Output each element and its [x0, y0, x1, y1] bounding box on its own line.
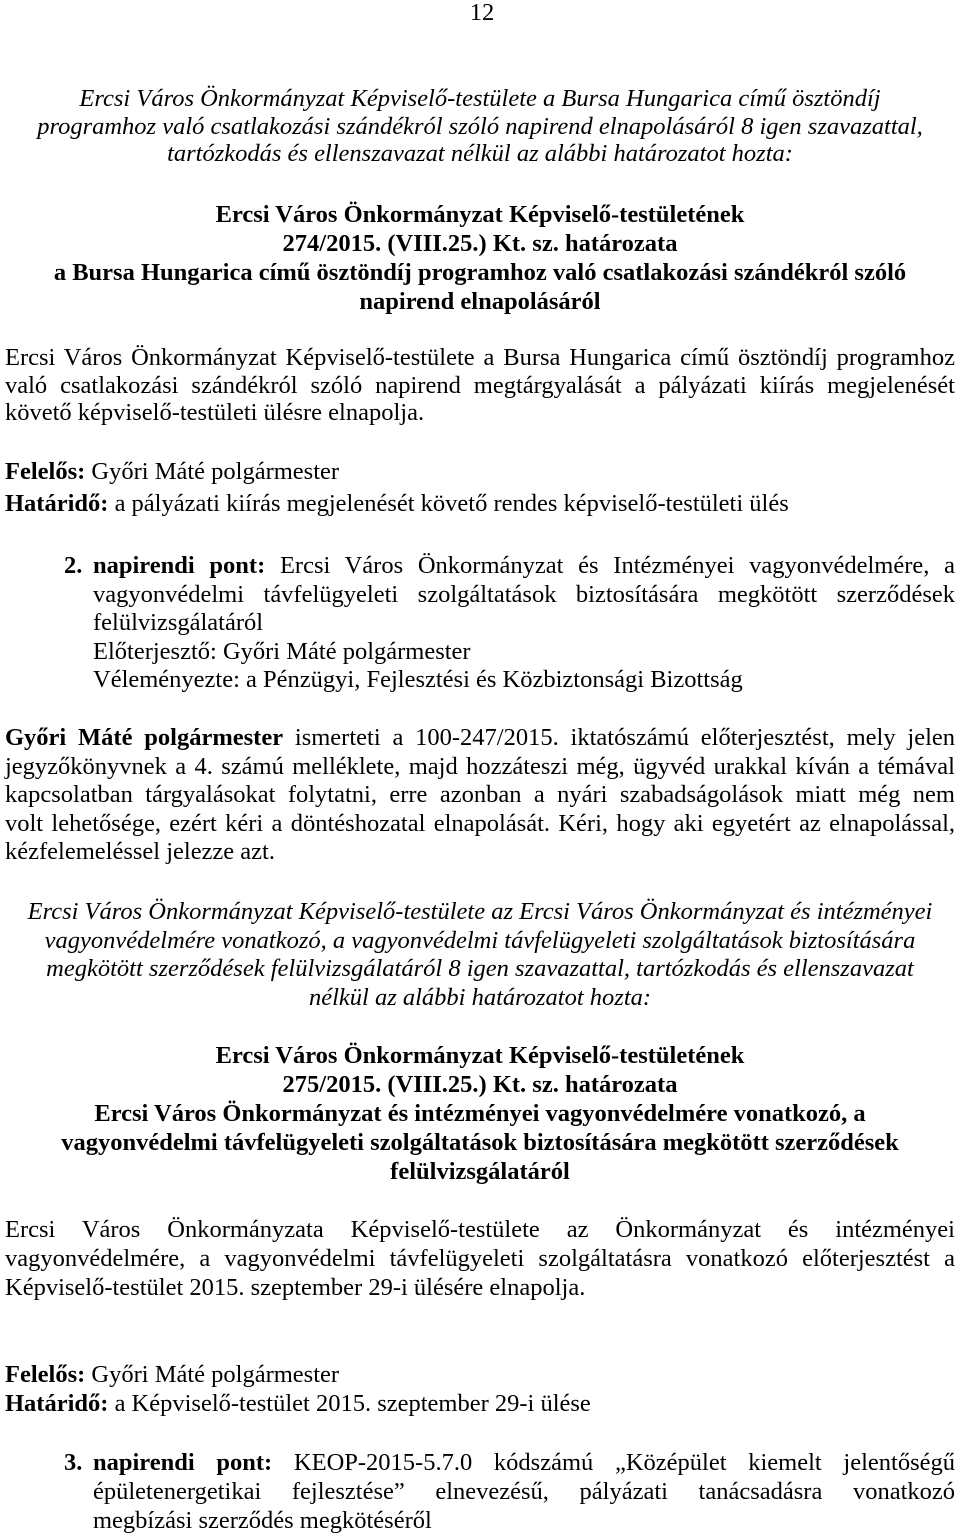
- agenda-body: [93, 552, 955, 695]
- intro-paragraph-2: [5, 898, 955, 1013]
- deadline-value: a pályázati kiírás megjelenését követő rendes képviselő-testületi ülés: [114, 490, 789, 517]
- resolution-title-line: vagyonvédelmi távfelügyeleti szolgáltatások biztosítására megkötött szerződések: [61, 1129, 899, 1156]
- deadline-label: Határidő:: [5, 490, 109, 517]
- resolution-body-line: vagyonvédelmére, a vagyonvédelmi távfelügyeleti szolgáltatásra vonatkozó előterjesztést a: [5, 1245, 955, 1272]
- agenda-number: 2.: [64, 552, 83, 579]
- speaker-name: Győri Máté polgármester: [5, 724, 284, 751]
- resolution-body-line: Ercsi Város Önkormányzat Képviselő-testülete a Bursa Hungarica című ösztöndíj programhoz: [5, 344, 955, 371]
- resolution-title-line: 275/2015. (VIII.25.) Kt. sz. határozata: [282, 1071, 678, 1098]
- resolution-title-2: [5, 1041, 955, 1186]
- responsible-line-2: [5, 1361, 955, 1389]
- agenda-label: napirendi pont:: [93, 552, 266, 579]
- responsible-label: Felelős:: [5, 458, 86, 485]
- resolution-body-line: való csatlakozási szándékról szóló napirend megtárgyalását a pályázati kiírás megjelenését: [5, 371, 955, 399]
- intro-line: tartózkodás és ellenszavazat nélkül az alábbi határozatot hozta:: [167, 140, 793, 167]
- intro-line: Ercsi Város Önkormányzat Képviselő-testülete a Bursa Hungarica című ösztöndíj: [79, 85, 881, 112]
- resolution-title-line: napirend elnapolásáról: [359, 288, 601, 315]
- discussion-line: [5, 724, 955, 753]
- resolution-body-line: követő képviselő-testületi ülésre elnapolja.: [5, 399, 425, 426]
- agenda-number: 3.: [64, 1449, 83, 1476]
- discussion-line: kézfelemeléssel jelezze azt.: [5, 838, 275, 865]
- agenda-title-text: Ercsi Város Önkormányzat és Intézményei vagyonvédelmére, a: [279, 552, 955, 579]
- discussion-line: kapcsolatban tárgyalásokat folytatni, erre azonban a nyári szabadságolások miatt még nem: [5, 781, 955, 808]
- intro-line: megkötött szerződések felülvizsgálatáról 8 igen szavazattal, tartózkodás és ellenszavazat: [46, 955, 914, 983]
- discussion-paragraph-2: [5, 724, 955, 867]
- agenda-title-line: épületenergetikai fejlesztése” elnevezésű, pályázati tanácsadásra vonatkozó: [93, 1478, 955, 1505]
- resolution-body-2: [5, 1215, 955, 1302]
- agenda-label: napirendi pont:: [93, 1449, 273, 1476]
- resolution-title-line: Ercsi Város Önkormányzat és intézményei vagyonvédelmére vonatkozó, a: [94, 1100, 866, 1127]
- agenda-title-line: megbízási szerződés megkötéséről: [93, 1507, 432, 1534]
- resolution-body-1: [5, 344, 955, 427]
- resolution-title-line: felülvizsgálatáról: [390, 1158, 570, 1185]
- page-number: 12: [469, 0, 495, 26]
- resolution-body-line: Ercsi Város Önkormányzata Képviselő-testülete az Önkormányzat és intézményei: [5, 1216, 955, 1243]
- responsible-value: Győri Máté polgármester: [91, 1361, 340, 1388]
- agenda-title-line: [93, 1448, 955, 1477]
- responsible-label: Felelős:: [5, 1361, 86, 1388]
- resolution-body-line: Képviselő-testület 2015. szeptember 29-i ülésére elnapolja.: [5, 1274, 586, 1301]
- resolution-title-1: [5, 200, 955, 316]
- deadline-line-1: [5, 490, 955, 518]
- intro-line: Ercsi Város Önkormányzat Képviselő-testülete az Ercsi Város Önkormányzat és intézményei: [27, 898, 933, 925]
- intro-line: programhoz való csatlakozási szándékról szóló napirend elnapolásáról 8 igen szavazattal,: [37, 112, 923, 140]
- responsible-value: Győri Máté polgármester: [91, 458, 340, 485]
- deadline-value: a Képviselő-testület 2015. szeptember 29-i ülése: [114, 1390, 591, 1417]
- resolution-title-line: a Bursa Hungarica című ösztöndíj programhoz való csatlakozási szándékról szóló: [53, 259, 907, 286]
- discussion-text: ismerteti a 100-247/2015. iktatószámú előterjesztést, mely jelen: [294, 724, 956, 751]
- agenda-reviewed-by: Véleményezte: a Pénzügyi, Fejlesztési és Közbiztonsági Bizottság: [93, 666, 743, 693]
- deadline-label: Határidő:: [5, 1390, 109, 1417]
- resolution-title-line: Ercsi Város Önkormányzat Képviselő-testületének: [215, 201, 745, 228]
- discussion-line: jegyzőkönyvnek a 4. számú melléklete, majd hozzáteszi még, ügyvéd urakkal kíván a témával: [5, 752, 955, 780]
- agenda-presenter: Előterjesztő: Győri Máté polgármester: [93, 637, 471, 665]
- intro-paragraph-1: [5, 85, 955, 168]
- agenda-title-line: [93, 552, 955, 581]
- agenda-title-line: vagyonvédelmi távfelügyeleti szolgáltatások biztosítására megkötött szerződések: [93, 580, 955, 608]
- agenda-title-text: KEOP-2015-5.7.0 kódszámú „Középület kiemelt jelentőségű: [293, 1449, 955, 1476]
- agenda-title-line: felülvizsgálatáról: [93, 609, 264, 636]
- intro-line: nélkül az alábbi határozatot hozta:: [308, 984, 652, 1012]
- responsible-line-1: [5, 458, 955, 486]
- intro-line: vagyonvédelmére vonatkozó, a vagyonvédelmi távfelügyeleti szolgáltatások biztosítására: [44, 926, 916, 954]
- resolution-title-line: 274/2015. (VIII.25.) Kt. sz. határozata: [282, 230, 678, 257]
- deadline-line-2: [5, 1390, 955, 1418]
- resolution-title-line: Ercsi Város Önkormányzat Képviselő-testületének: [215, 1042, 745, 1069]
- agenda-body: [93, 1448, 955, 1535]
- discussion-line: volt lehetősége, ezért kéri a döntéshozatal elnapolását. Kéri, hogy aki egyetért az elnapolással,: [5, 809, 955, 837]
